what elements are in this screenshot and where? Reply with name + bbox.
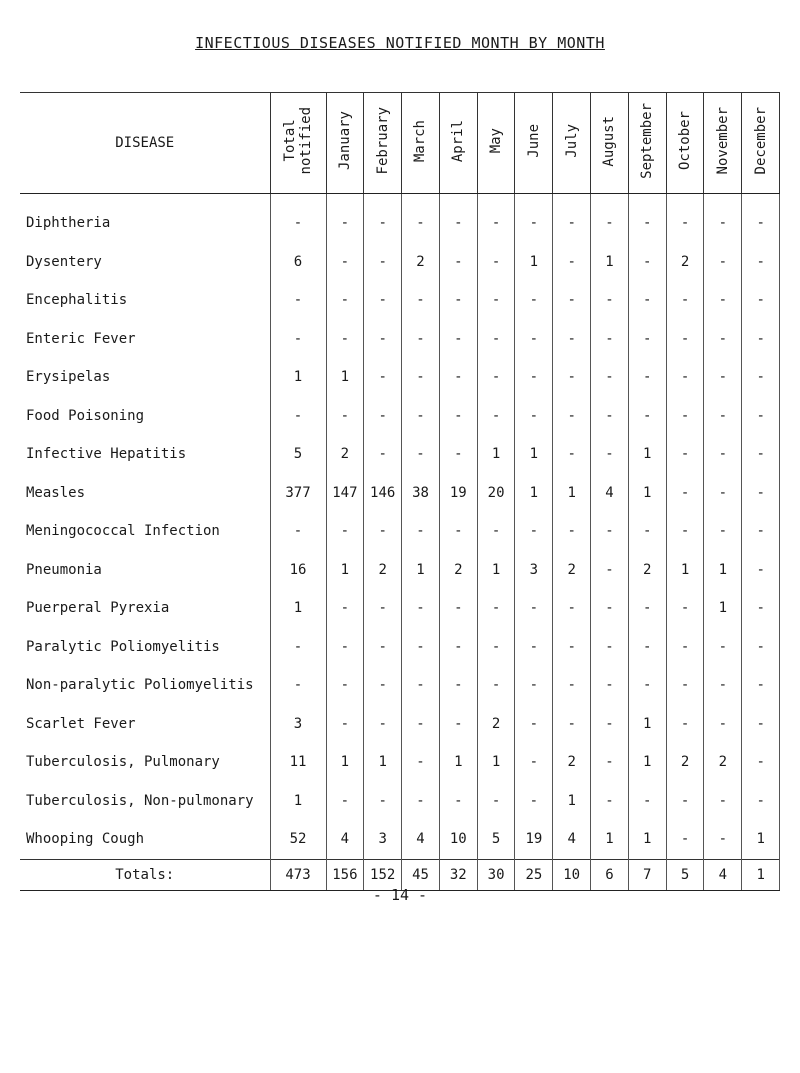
month-cell: - [477,666,515,705]
month-cell: 1 [477,435,515,474]
table-row [20,397,780,436]
total-cell: 5 [270,435,326,474]
month-cell: 1 [326,743,364,782]
month-cell: - [515,589,553,628]
month-header-august: August [591,93,629,194]
month-cell: - [326,666,364,705]
month-cell: 1 [666,551,704,590]
month-cell: - [628,589,666,628]
month-cell: - [439,358,477,397]
total-header-line-2: notified [298,107,314,175]
month-cell: - [402,628,440,667]
month-cell: - [515,281,553,320]
month-cell: - [628,194,666,243]
month-cell: - [326,243,364,282]
month-cell: - [704,358,742,397]
month-cell: 1 [402,551,440,590]
month-cell: - [591,397,629,436]
month-cell: 3 [364,820,402,859]
month-cell: 147 [326,474,364,513]
month-cell: 146 [364,474,402,513]
total-cell: 1 [270,589,326,628]
month-cell: - [402,194,440,243]
month-cell: - [666,435,704,474]
month-header-may: May [477,93,515,194]
month-cell: - [402,358,440,397]
month-cell: 2 [704,743,742,782]
month-cell: - [439,397,477,436]
month-cell: - [628,320,666,359]
month-cell: - [704,666,742,705]
month-cell: - [439,666,477,705]
total-cell: 6 [270,243,326,282]
month-cell: 38 [402,474,440,513]
month-cell: 1 [628,474,666,513]
table-row [20,358,780,397]
month-cell: - [402,666,440,705]
month-cell: - [477,320,515,359]
month-cell: - [591,743,629,782]
disease-name: Enteric Fever [26,330,136,347]
month-cell: 152 [364,859,402,890]
month-cell: - [364,435,402,474]
month-cell: 5 [666,859,704,890]
month-cell: - [704,194,742,243]
month-cell: - [402,281,440,320]
month-cell: - [439,782,477,821]
month-cell: - [364,628,402,667]
month-cell: - [439,628,477,667]
total-column-header [270,93,326,194]
month-cell: - [704,705,742,744]
disease-column-header: DISEASE [20,93,270,194]
month-cell: - [402,589,440,628]
month-cell: 19 [515,820,553,859]
month-cell: - [553,194,591,243]
disease-name: Totals: [20,859,270,890]
disease-name: Whooping Cough [26,831,145,848]
month-cell: - [477,397,515,436]
month-cell: 1 [553,782,591,821]
month-cell: - [553,397,591,436]
table-row [20,512,780,551]
month-cell: 20 [477,474,515,513]
month-cell: - [628,512,666,551]
total-cell: - [270,512,326,551]
month-cell: - [666,397,704,436]
table-row [20,320,780,359]
month-cell: - [515,743,553,782]
month-cell: 32 [439,859,477,890]
month-cell: - [553,666,591,705]
table-row [20,243,780,282]
month-cell: - [742,512,780,551]
month-cell: 2 [477,705,515,744]
month-cell: - [553,705,591,744]
month-cell: - [553,281,591,320]
month-cell: - [628,281,666,320]
month-header-june: June [515,93,553,194]
month-cell: - [326,705,364,744]
month-cell: - [515,194,553,243]
month-cell: 1 [515,435,553,474]
month-cell: 2 [666,243,704,282]
month-cell: 1 [704,589,742,628]
month-cell: 1 [742,820,780,859]
month-cell: 1 [591,243,629,282]
month-cell: - [666,320,704,359]
month-cell: - [477,589,515,628]
month-cell: - [477,243,515,282]
month-cell: 2 [553,551,591,590]
total-cell: - [270,628,326,667]
table-row [20,194,780,243]
month-cell: - [364,666,402,705]
month-cell: - [477,281,515,320]
month-cell: - [666,666,704,705]
month-cell: - [628,397,666,436]
month-cell: - [704,782,742,821]
month-cell: - [515,397,553,436]
total-cell: 1 [270,358,326,397]
month-cell: - [553,358,591,397]
month-cell: - [742,281,780,320]
month-cell: - [742,397,780,436]
month-cell: - [742,782,780,821]
month-cell: - [402,782,440,821]
month-cell: - [402,320,440,359]
month-cell: - [742,243,780,282]
month-cell: - [628,628,666,667]
month-cell: - [666,474,704,513]
month-cell: - [553,243,591,282]
month-cell: - [326,281,364,320]
month-cell: - [666,358,704,397]
month-cell: - [477,358,515,397]
month-cell: 2 [553,743,591,782]
total-cell: - [270,397,326,436]
month-cell: - [326,512,364,551]
month-cell: 1 [628,705,666,744]
month-cell: 1 [477,743,515,782]
table-row [20,474,780,513]
month-cell: - [591,666,629,705]
month-cell: - [704,243,742,282]
month-cell: 1 [364,743,402,782]
month-cell: - [704,474,742,513]
month-header-november: November [704,93,742,194]
total-cell: 16 [270,551,326,590]
month-cell: 2 [326,435,364,474]
month-cell: 4 [402,820,440,859]
month-cell: 19 [439,474,477,513]
table-row [20,743,780,782]
table-row [20,666,780,705]
month-cell: - [515,320,553,359]
month-cell: 2 [628,551,666,590]
month-cell: - [591,705,629,744]
month-cell: - [742,666,780,705]
month-cell: - [591,512,629,551]
disease-name: Scarlet Fever [26,715,136,732]
month-cell: - [402,435,440,474]
month-cell: - [477,782,515,821]
month-cell: 1 [704,551,742,590]
table-row [20,705,780,744]
table-row [20,782,780,821]
month-cell: - [477,194,515,243]
month-cell: - [591,358,629,397]
month-cell: 1 [628,435,666,474]
month-cell: - [742,474,780,513]
month-cell: - [666,512,704,551]
month-cell: 6 [591,859,629,890]
month-header-february: February [364,93,402,194]
month-cell: 1 [591,820,629,859]
month-cell: - [402,397,440,436]
disease-name: Meningococcal Infection [26,523,220,540]
month-cell: - [439,194,477,243]
table-row [20,820,780,859]
month-cell: 2 [364,551,402,590]
month-cell: - [704,281,742,320]
total-header-line-1: Total [282,119,298,163]
total-cell: 1 [270,782,326,821]
total-cell: - [270,281,326,320]
month-cell: - [364,281,402,320]
month-header-march: March [402,93,440,194]
total-cell: - [270,666,326,705]
month-cell: - [515,782,553,821]
total-cell: - [270,194,326,243]
total-cell: 52 [270,820,326,859]
month-cell: - [666,782,704,821]
total-cell: 377 [270,474,326,513]
month-cell: - [439,281,477,320]
month-cell: 25 [515,859,553,890]
month-cell: 30 [477,859,515,890]
month-cell: - [515,705,553,744]
month-cell: - [591,551,629,590]
month-cell: - [515,666,553,705]
month-cell: - [591,782,629,821]
page-number: - 14 - [372,886,428,904]
month-cell: - [477,512,515,551]
month-cell: 1 [628,820,666,859]
disease-name: Infective Hepatitis [26,446,187,463]
header-row [20,93,780,194]
month-cell: - [666,705,704,744]
month-cell: - [515,358,553,397]
month-cell: - [364,589,402,628]
month-cell: - [326,589,364,628]
disease-name: Erysipelas [26,369,111,386]
month-cell: - [439,320,477,359]
disease-name: Tuberculosis, Pulmonary [26,754,220,771]
month-cell: 5 [477,820,515,859]
month-cell: - [628,243,666,282]
disease-name: Non-paralytic Poliomyelitis [26,677,254,694]
total-cell: 3 [270,705,326,744]
table-body [20,194,780,891]
month-cell: - [704,512,742,551]
month-cell: - [628,666,666,705]
month-cell: - [742,705,780,744]
disease-name: Tuberculosis, Non-pulmonary [26,792,254,809]
month-cell: 3 [515,551,553,590]
month-cell: - [402,512,440,551]
month-cell: - [666,281,704,320]
month-cell: - [439,243,477,282]
month-cell: - [515,628,553,667]
month-cell: 2 [402,243,440,282]
month-cell: 1 [477,551,515,590]
month-cell: - [666,628,704,667]
table-row [20,551,780,590]
month-cell: - [553,320,591,359]
disease-name: Diphtheria [26,215,111,232]
month-cell: - [364,782,402,821]
month-header-january: January [326,93,364,194]
month-cell: - [704,435,742,474]
month-cell: - [439,512,477,551]
month-cell: - [515,512,553,551]
month-cell: 10 [553,859,591,890]
month-cell: - [326,194,364,243]
month-cell: - [553,435,591,474]
disease-name: Food Poisoning [26,407,145,424]
disease-name: Paralytic Poliomyelitis [26,638,220,655]
month-cell: 4 [704,859,742,890]
month-cell: - [628,782,666,821]
month-cell: - [439,589,477,628]
month-cell: - [704,628,742,667]
month-cell: 1 [439,743,477,782]
month-cell: - [742,589,780,628]
month-cell: - [553,512,591,551]
month-cell: 1 [326,551,364,590]
month-cell: - [326,397,364,436]
month-cell: 2 [666,743,704,782]
month-cell: - [742,551,780,590]
month-cell: - [326,782,364,821]
month-header-october: October [666,93,704,194]
month-cell: - [364,320,402,359]
month-cell: - [364,397,402,436]
month-cell: - [364,705,402,744]
month-cell: - [666,589,704,628]
month-cell: 1 [553,474,591,513]
month-cell: - [591,320,629,359]
total-cell: 473 [270,859,326,890]
month-cell: - [742,358,780,397]
month-cell: 1 [515,243,553,282]
month-cell: - [742,435,780,474]
month-cell: 2 [439,551,477,590]
month-cell: - [439,705,477,744]
table-row [20,589,780,628]
total-cell: - [270,320,326,359]
month-cell: 1 [326,358,364,397]
month-cell: - [628,358,666,397]
month-cell: 1 [515,474,553,513]
month-cell: - [326,628,364,667]
disease-name: Measles [26,484,86,501]
disease-name: Dysentery [26,253,102,270]
month-header-december: December [742,93,780,194]
month-cell: - [553,628,591,667]
month-cell: - [591,281,629,320]
month-cell: - [591,435,629,474]
month-cell: - [666,194,704,243]
month-header-september: September [628,93,666,194]
month-cell: 1 [628,743,666,782]
month-cell: - [742,743,780,782]
month-cell: - [402,705,440,744]
month-cell: - [591,589,629,628]
month-cell: - [591,194,629,243]
month-cell: - [591,628,629,667]
month-cell: 4 [591,474,629,513]
month-cell: - [704,820,742,859]
month-cell: - [704,397,742,436]
disease-name: Pneumonia [26,561,102,578]
table-row [20,628,780,667]
page-title: INFECTIOUS DISEASES NOTIFIED MONTH BY MONTH [195,34,605,52]
month-cell: 4 [326,820,364,859]
table-row [20,435,780,474]
month-cell: 1 [742,859,780,890]
month-cell: - [742,194,780,243]
month-cell: - [402,743,440,782]
month-cell: 7 [628,859,666,890]
table-row [20,281,780,320]
month-cell: - [742,628,780,667]
month-cell: - [666,820,704,859]
month-cell: 10 [439,820,477,859]
month-cell: 4 [553,820,591,859]
month-cell: - [364,358,402,397]
disease-name: Puerperal Pyrexia [26,600,170,617]
month-cell: - [704,320,742,359]
disease-name: Encephalitis [26,292,128,309]
month-cell: - [364,243,402,282]
total-cell: 11 [270,743,326,782]
month-header-april: April [439,93,477,194]
month-cell: 156 [326,859,364,890]
month-cell: - [326,320,364,359]
month-cell: - [439,435,477,474]
month-cell: - [364,512,402,551]
month-cell: 45 [402,859,440,890]
month-header-july: July [553,93,591,194]
disease-table [20,92,780,891]
month-cell: - [477,628,515,667]
month-cell: - [553,589,591,628]
month-cell: - [364,194,402,243]
month-cell: - [742,320,780,359]
